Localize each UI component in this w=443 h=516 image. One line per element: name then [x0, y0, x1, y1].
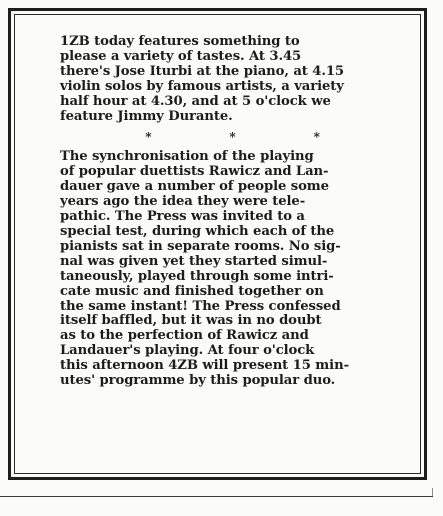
separator-star-3: *	[313, 129, 320, 144]
separator-star-1: *	[145, 129, 152, 144]
page-bottom-rule	[0, 496, 433, 497]
separator-star-2: *	[229, 129, 236, 144]
paragraph-2: The synchronisation of the playing of popular duettists Rawicz and Lan- dauer gave a number of people some years ago the idea they were tele- pathic. The Press was invited to a special test, during which each of the pianists sat in separate rooms. No sig- nal was given yet they started simul- taneously, played through some intri- cate music and finished together on the same instant! The Press confessed itself baffled, but it was in no doubt as to the perfection of Rawicz and Landauer's playing. At four o'clock this afternoon 4ZB will present 15 min- utes' programme by this popular duo.	[60, 149, 349, 389]
article-body	[60, 35, 405, 389]
paragraph-1: 1ZB today features something to please a variety of tastes. At 3.45 there's Jose Iturbi at the piano, at 4.15 violin solos by famous artists, a variety half hour at 4.30, and at 5 o'clock we feature Jimmy Durante.	[60, 34, 344, 124]
page-bottom-tick	[432, 488, 433, 496]
section-separator	[60, 126, 405, 148]
